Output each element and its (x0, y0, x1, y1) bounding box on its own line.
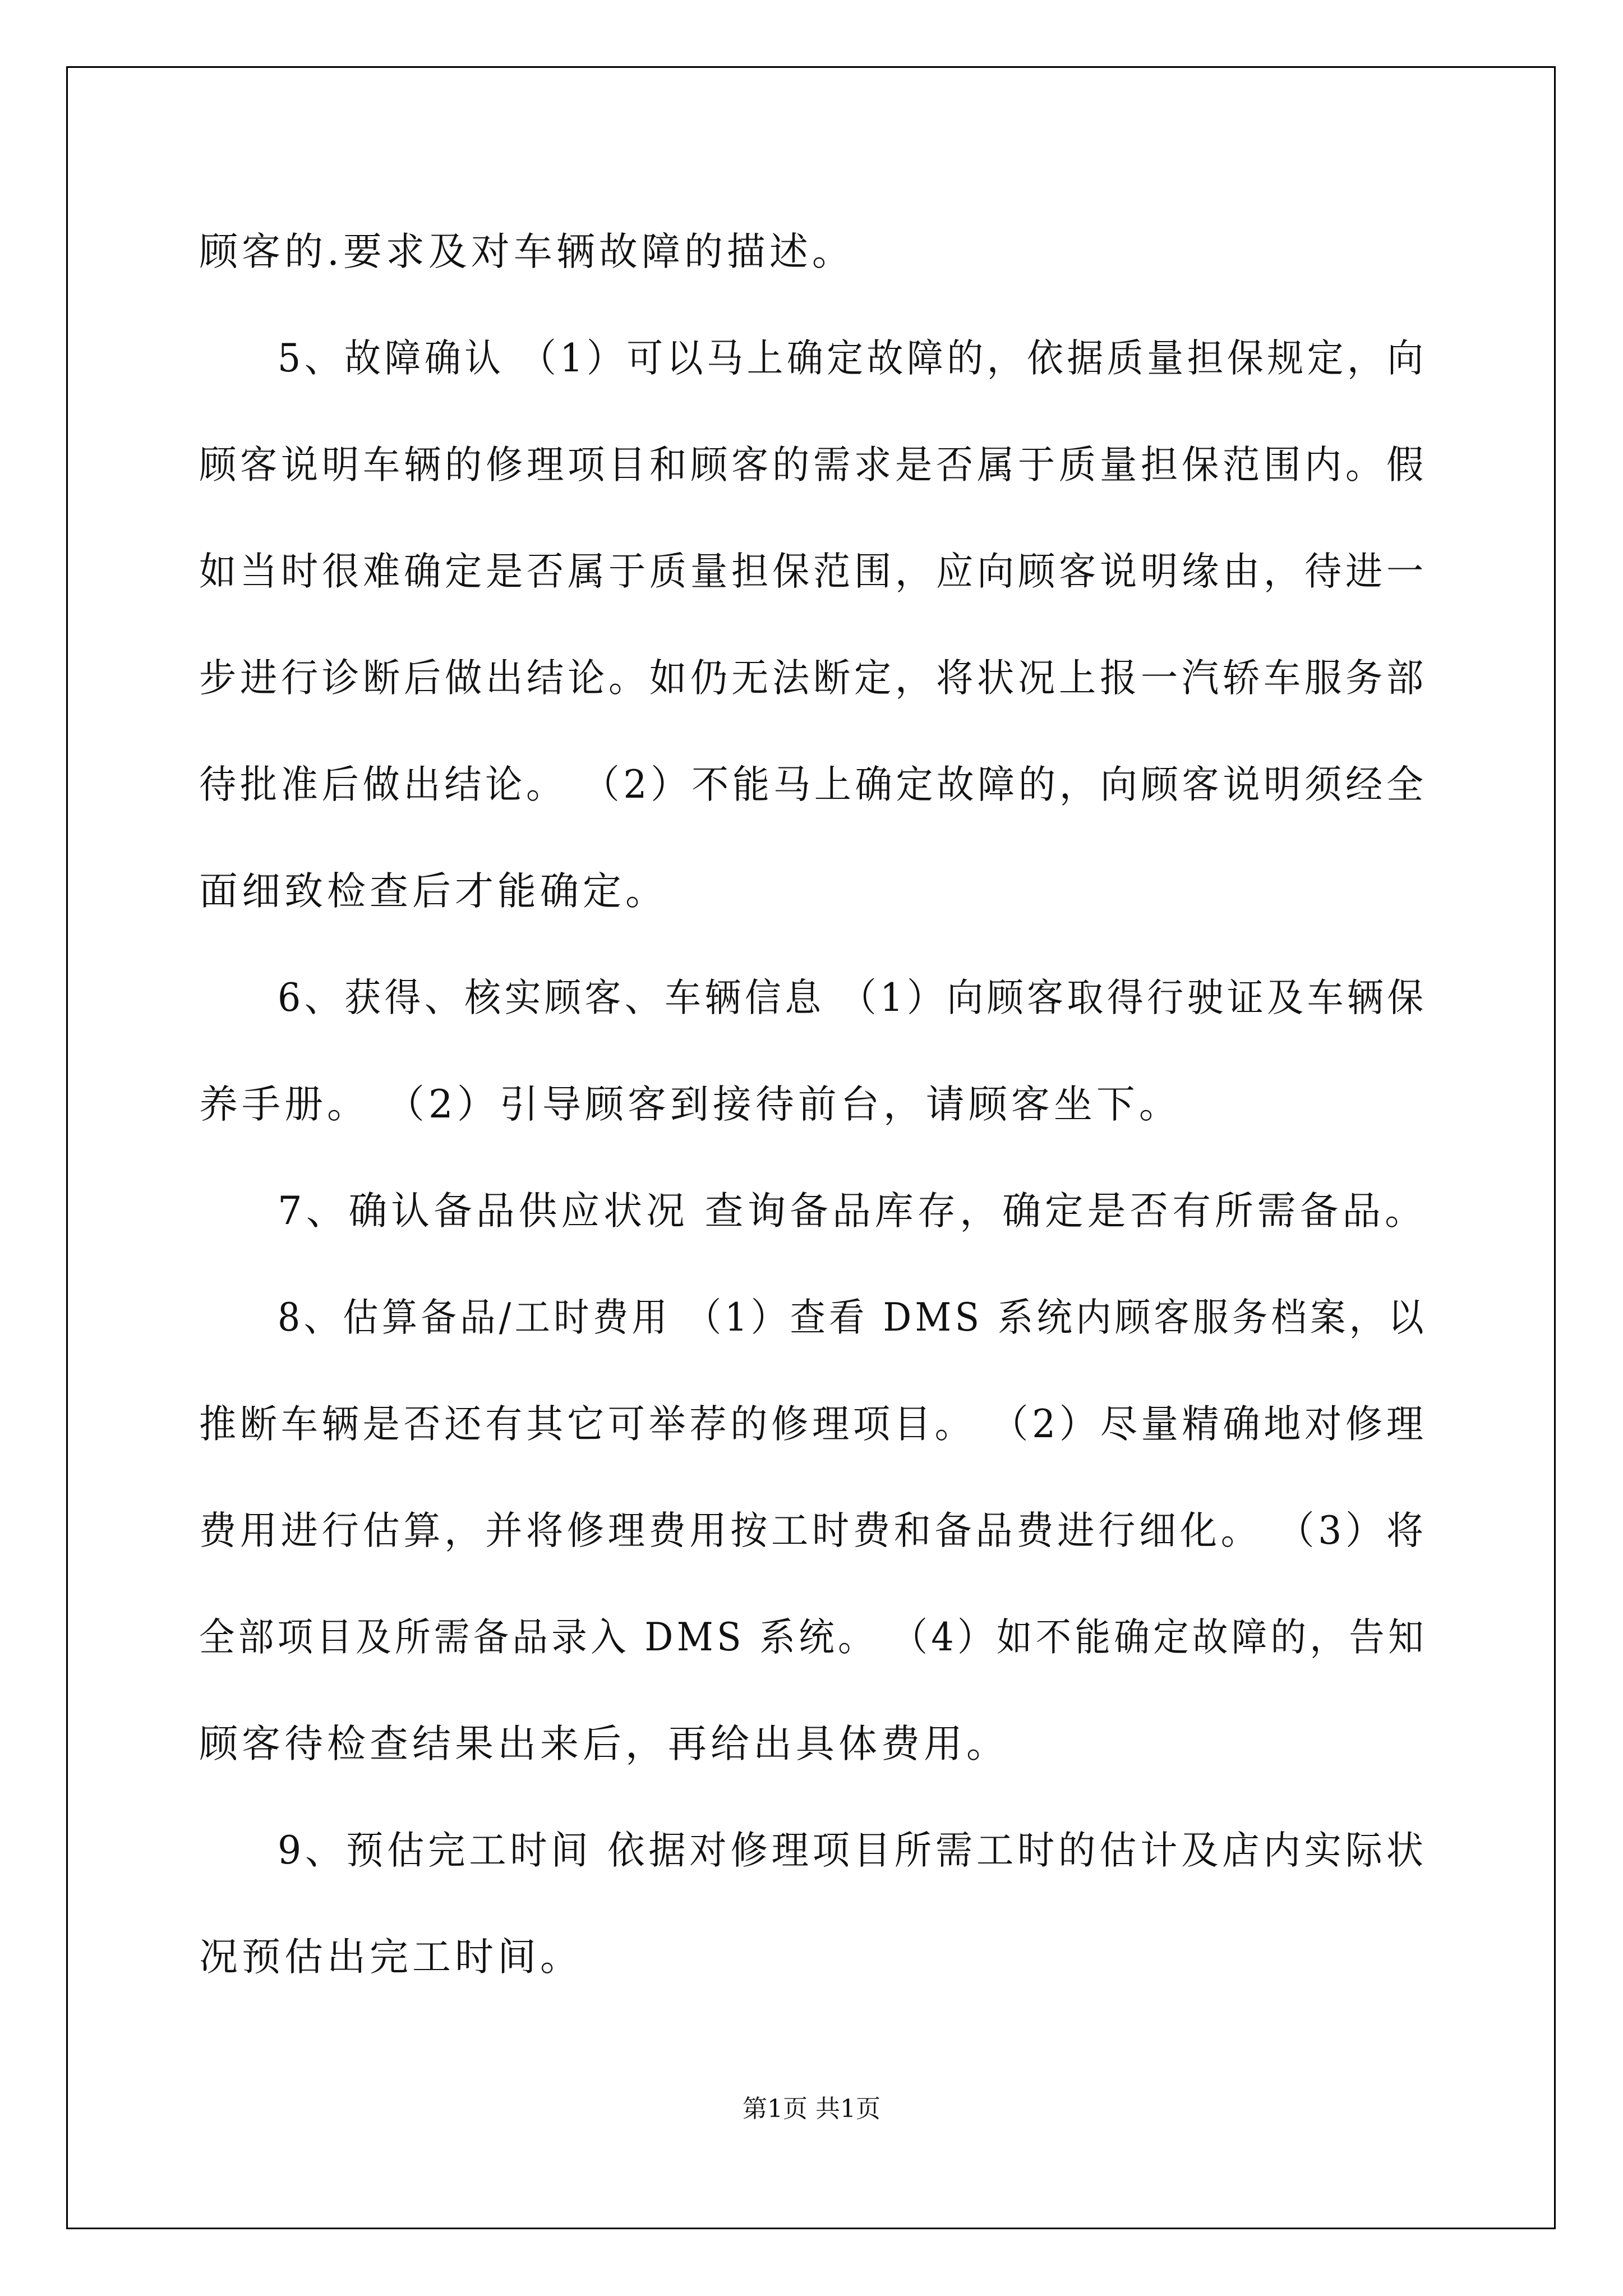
text-line-11: 8、估算备品/工时费用 （1）查看 DMS 系统内顾客服务档案，以 (278, 1295, 1428, 1340)
text-line-13: 费用进行估算，并将修理费用按工时费和备品费进行细化。 （3）将 (199, 1508, 1427, 1553)
text-line-9: 养手册。 （2）引导顾客到接待前台，请顾客坐下。 (199, 1082, 1182, 1127)
text-line-2: 5、故障确认 （1）可以马上确定故障的，依据质量担保规定，向 (278, 336, 1427, 381)
page-footer: 第1页 共1页 (743, 2095, 880, 2123)
page-border (66, 66, 1556, 2229)
text-line-6: 待批准后做出结论。 （2）不能马上确定故障的，向顾客说明须经全 (199, 762, 1427, 807)
text-line-16: 9、预估完工时间 依据对修理项目所需工时的估计及店内实际状 (278, 1828, 1427, 1873)
text-line-3: 顾客说明车辆的修理项目和顾客的需求是否属于质量担保范围内。假 (199, 443, 1427, 487)
text-line-8: 6、获得、核实顾客、车辆信息 （1）向顾客取得行驶证及车辆保 (278, 976, 1427, 1020)
text-line-4: 如当时很难确定是否属于质量担保范围，应向顾客说明缘由，待进一 (199, 549, 1427, 594)
text-line-1: 顾客的.要求及对车辆故障的描述。 (199, 229, 855, 274)
text-line-15: 顾客待检查结果出来后，再给出具体费用。 (199, 1722, 1009, 1766)
text-line-12: 推断车辆是否还有其它可举荐的修理项目。 （2）尽量精确地对修理 (199, 1402, 1427, 1447)
text-line-10: 7、确认备品供应状况 查询备品库存，确定是否有所需备品。 (278, 1189, 1427, 1234)
text-line-7: 面细致检查后才能确定。 (199, 869, 668, 914)
text-line-17: 况预估出完工时间。 (199, 1935, 583, 1980)
text-line-14: 全部项目及所需备品录入 DMS 系统。 （4）如不能确定故障的，告知 (199, 1615, 1427, 1660)
text-line-5: 步进行诊断后做出结论。如仍无法断定，将状况上报一汽轿车服务部 (199, 656, 1427, 701)
